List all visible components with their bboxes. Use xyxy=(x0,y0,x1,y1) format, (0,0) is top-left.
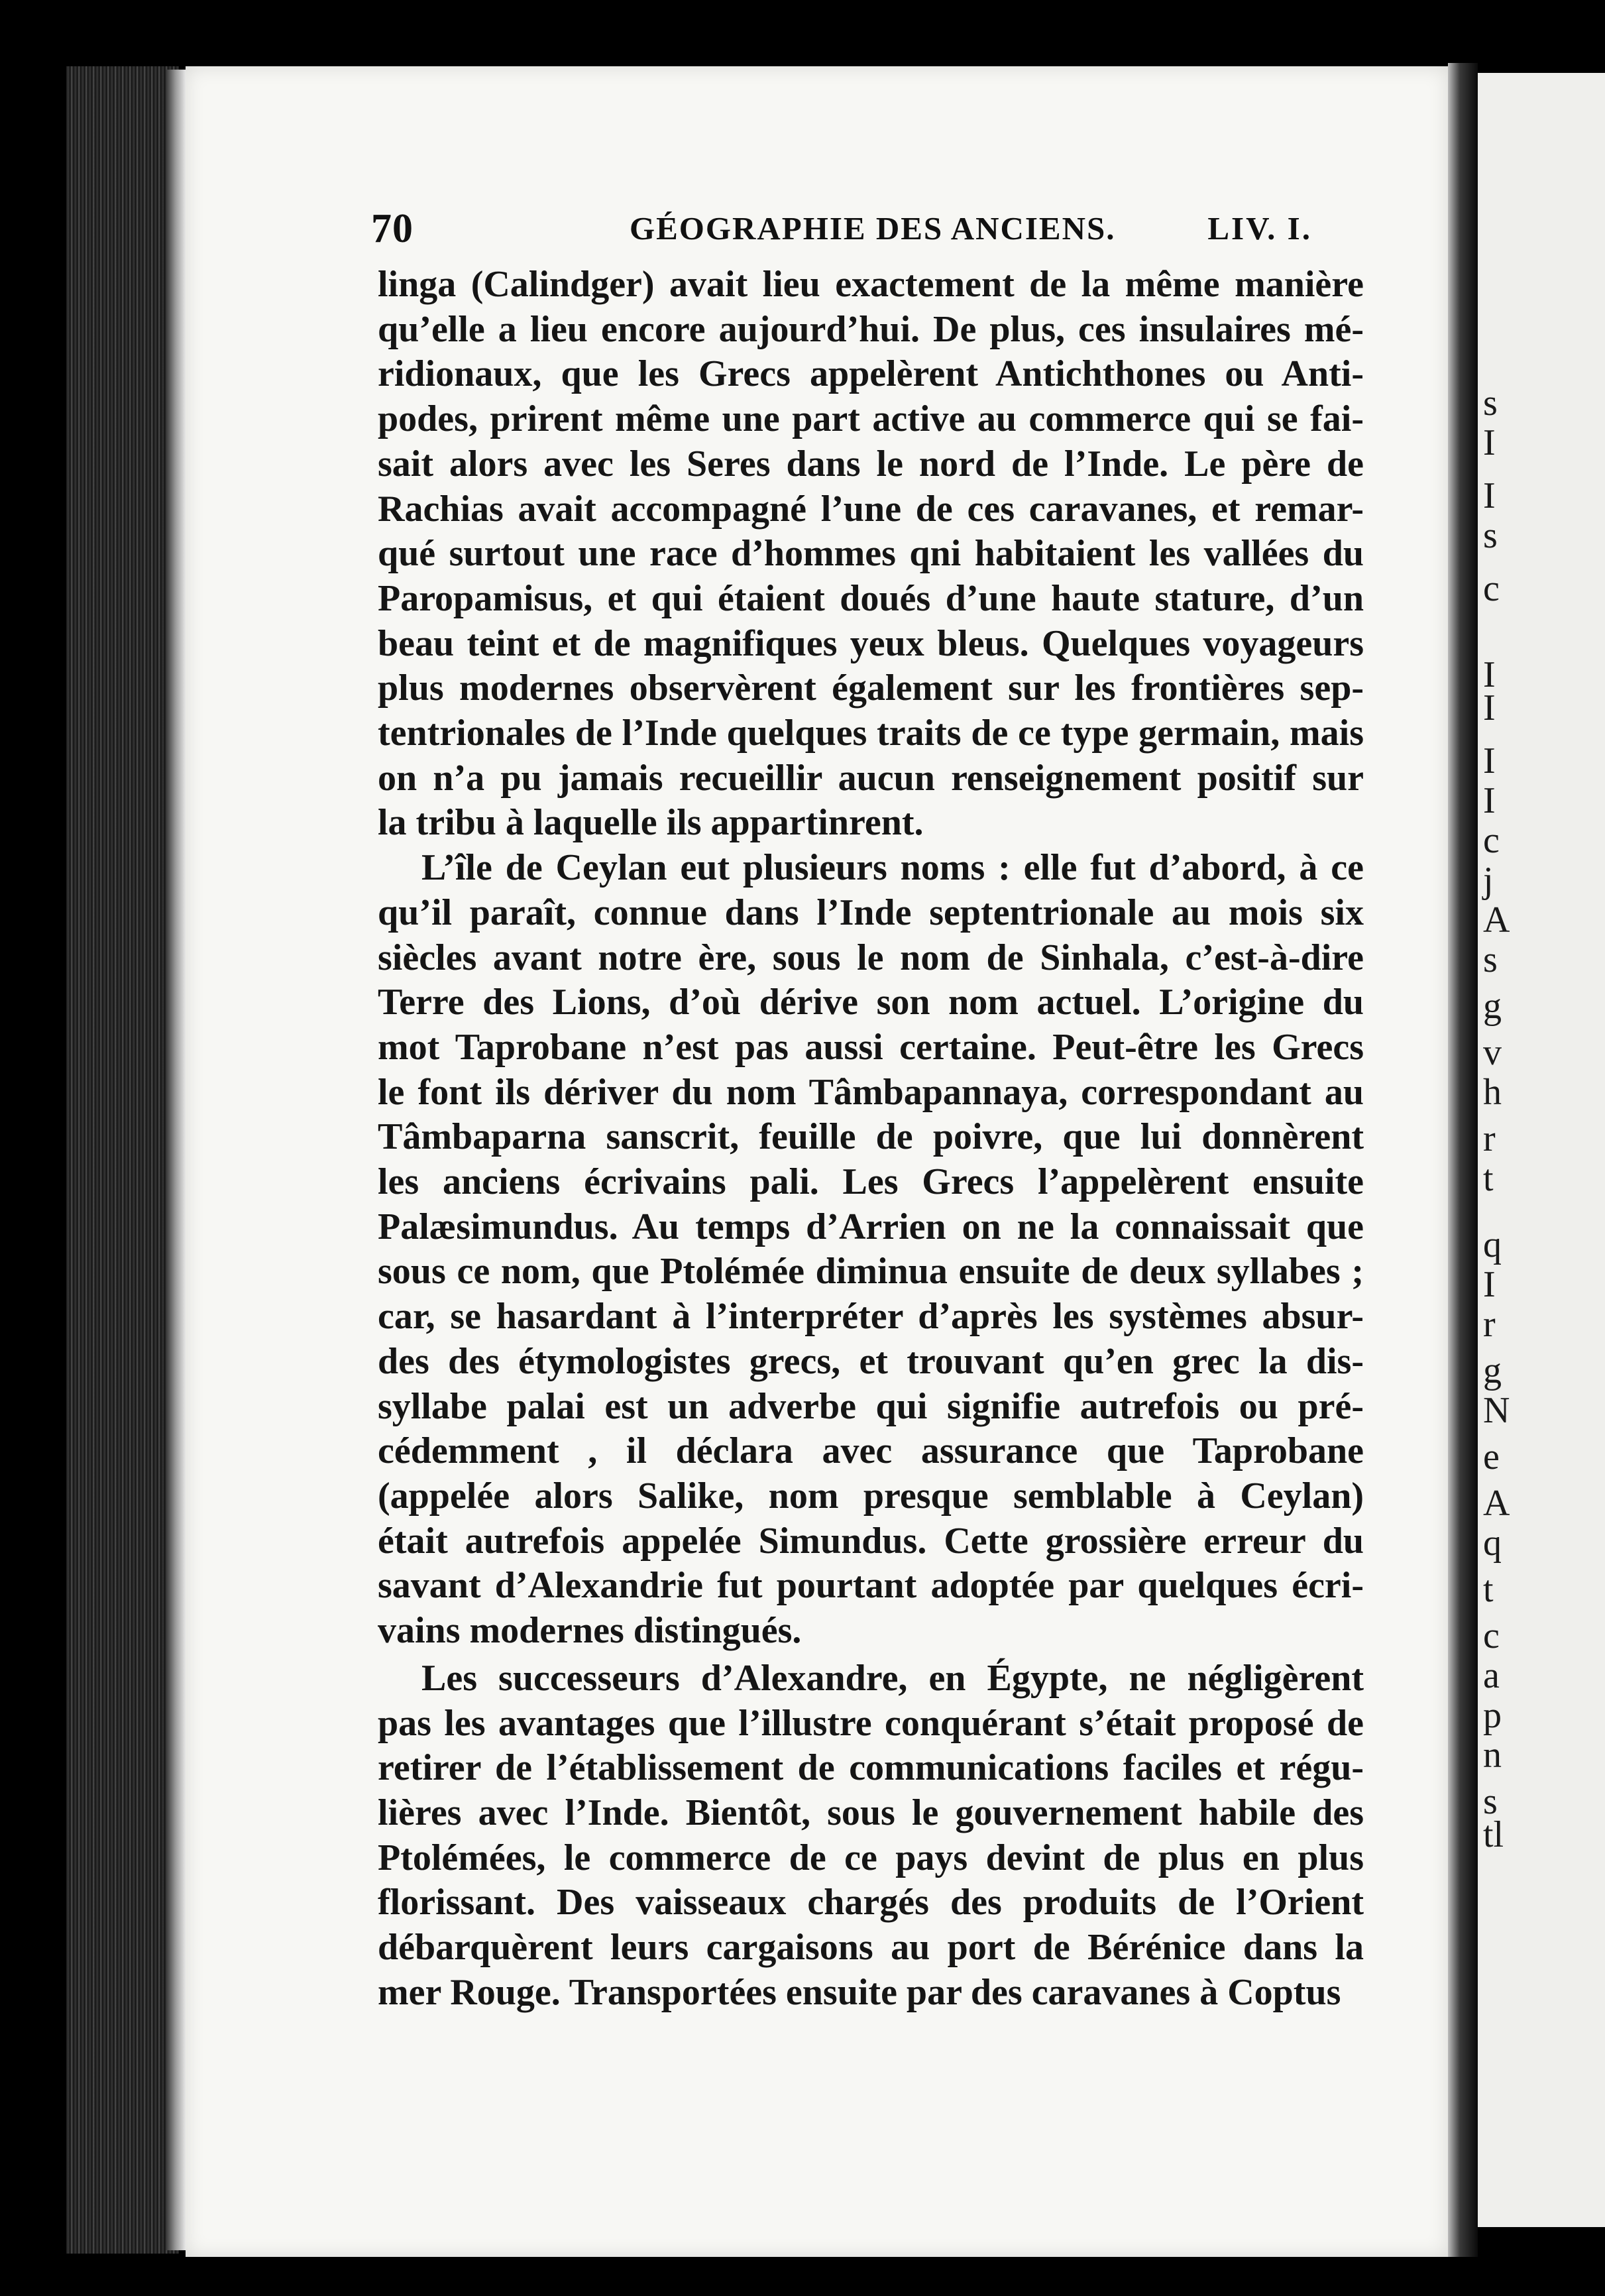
text-line: plus modernes observèrent également sur les frontières sep- xyxy=(378,667,1364,709)
text-line: on n’a pu jamais recueillir aucun renseignement positif sur xyxy=(378,757,1364,799)
facing-page-letter: s xyxy=(1483,939,1498,980)
text-line: Rachias avait accompagné l’une de ces caravanes, et remar- xyxy=(378,488,1364,530)
page-stack-edge xyxy=(66,66,179,2254)
facing-page-letter: c xyxy=(1483,568,1500,609)
text-line: Ptolémées, le commerce de ce pays devint de plus en plus xyxy=(378,1837,1364,1878)
text-line: car, se hasardant à l’interpréter d’après les systèmes absur- xyxy=(378,1296,1364,1338)
text-line: sous ce nom, que Ptolémée diminua ensuite de deux syllabes ; xyxy=(378,1251,1364,1292)
facing-page-letter: g xyxy=(1483,986,1502,1027)
facing-page-letter: s xyxy=(1483,382,1498,424)
facing-page-letter: tl xyxy=(1483,1814,1504,1855)
text-line: la tribu à laquelle ils appartinrent. xyxy=(378,802,924,844)
facing-page-letter: c xyxy=(1483,820,1500,861)
facing-page-letter: h xyxy=(1483,1072,1502,1113)
facing-page-letter: I xyxy=(1483,654,1496,695)
text-line: syllabe palai est un adverbe qui signifie autrefois ou pré- xyxy=(378,1385,1364,1427)
facing-page-letter: r xyxy=(1483,1304,1496,1345)
facing-page-letter: c xyxy=(1483,1615,1500,1656)
facing-page-letter: p xyxy=(1483,1695,1502,1736)
facing-page-fragment xyxy=(1478,73,1605,2227)
running-title: GÉOGRAPHIE DES ANCIENS. xyxy=(630,210,1116,247)
facing-page-letter: t xyxy=(1483,1158,1494,1199)
facing-page-letter: a xyxy=(1483,1655,1500,1696)
text-line: podes, prirent même une part active au commerce qui se fai- xyxy=(378,398,1364,440)
text-line: sait alors avec les Seres dans le nord de l’Inde. Le père de xyxy=(378,443,1364,485)
facing-page-letter: n xyxy=(1483,1735,1502,1776)
paragraph xyxy=(378,1656,1364,2016)
text-line: beau teint et de magnifiques yeux bleus. Quelques voyageurs xyxy=(378,622,1364,664)
text-line: qu’il paraît, connue dans l’Inde septentrionale au mois six xyxy=(378,891,1364,933)
facing-page-letter: I xyxy=(1483,475,1496,516)
text-line: des des étymologistes grecs, et trouvant qu’en grec la dis- xyxy=(378,1340,1364,1382)
facing-page-letter: I xyxy=(1483,687,1496,728)
facing-page-letter: I xyxy=(1483,780,1496,821)
facing-page-letter: s xyxy=(1483,1781,1498,1822)
text-line: était autrefois appelée Simundus. Cette grossière erreur du xyxy=(378,1520,1364,1562)
page-header xyxy=(371,205,1312,252)
binding-shadow xyxy=(166,70,186,2250)
facing-page-letter: N xyxy=(1483,1390,1510,1431)
facing-page-letter: q xyxy=(1483,1224,1502,1265)
paragraph xyxy=(378,846,1364,1654)
text-line: savant d’Alexandrie fut pourtant adoptée par quelques écri- xyxy=(378,1565,1364,1607)
book-gutter xyxy=(1448,63,1478,2257)
facing-page-letter: A xyxy=(1483,899,1510,941)
text-line: ridionaux, que les Grecs appelèrent Antichthones ou Anti- xyxy=(378,353,1364,395)
text-line: les anciens écrivains pali. Les Grecs l’appelèrent ensuite xyxy=(378,1161,1364,1203)
text-line: Tâmbaparna sanscrit, feuille de poivre, que lui donnèrent xyxy=(378,1116,1364,1158)
paragraph xyxy=(378,262,1364,846)
text-line: florissant. Des vaisseaux chargés des produits de l’Orient xyxy=(378,1882,1364,1923)
facing-page-letter: j xyxy=(1483,860,1494,901)
facing-page-letter: A xyxy=(1483,1483,1510,1524)
text-line: siècles avant notre ère, sous le nom de Sinhala, c’est-à-dire xyxy=(378,937,1364,978)
text-line: Palæsimundus. Au temps d’Arrien on ne la connaissait que xyxy=(378,1206,1364,1247)
book-label: LIV. I. xyxy=(1207,210,1312,247)
text-line: pas les avantages que l’illustre conquérant s’était proposé de xyxy=(378,1702,1364,1744)
text-line: vains modernes distingués. xyxy=(378,1610,802,1652)
facing-page-letter: q xyxy=(1483,1522,1502,1564)
text-line: retirer de l’établissement de communications faciles et régu- xyxy=(378,1747,1364,1789)
facing-page-letter: s xyxy=(1483,515,1498,556)
text-line: Terre des Lions, d’où dérive son nom actuel. L’origine du xyxy=(378,982,1364,1023)
facing-page-letter: t xyxy=(1483,1569,1494,1610)
text-line: Les successeurs d’Alexandre, en Égypte, ne négligèrent xyxy=(421,1657,1364,1699)
text-line: mot Taprobane n’est pas aussi certaine. Peut-être les Grecs xyxy=(378,1026,1364,1068)
facing-page-letter: r xyxy=(1483,1118,1496,1159)
text-line: mer Rouge. Transportées ensuite par des caravanes à Coptus xyxy=(378,1971,1341,2013)
text-line: qu’elle a lieu encore aujourd’hui. De plus, ces insulaires mé- xyxy=(378,308,1364,350)
text-line: lières avec l’Inde. Bientôt, sous le gouvernement habile des xyxy=(378,1792,1364,1833)
text-line: qué surtout une race d’hommes qni habitaient les vallées du xyxy=(378,533,1364,575)
text-line: tentrionales de l’Inde quelques traits de ce type germain, mais xyxy=(378,713,1364,754)
text-line: le font ils dériver du nom Tâmbapannaya, correspondant au xyxy=(378,1071,1364,1113)
facing-page-letter: I xyxy=(1483,740,1496,781)
text-line: L’île de Ceylan eut plusieurs noms : elle fut d’abord, à ce xyxy=(421,847,1364,889)
facing-page-letter: v xyxy=(1483,1032,1502,1073)
text-line: linga (Calindger) avait lieu exactement de la même manière xyxy=(378,264,1364,305)
text-line: cédemment , il déclara avec assurance que Taprobane xyxy=(378,1430,1364,1472)
body-text xyxy=(378,262,1364,2015)
text-line: (appelée alors Salike, nom presque semblable à Ceylan) xyxy=(378,1475,1364,1517)
facing-page-letter: I xyxy=(1483,422,1496,463)
facing-page-letter: g xyxy=(1483,1350,1502,1391)
facing-page-letter: e xyxy=(1483,1436,1500,1477)
page-number: 70 xyxy=(371,206,414,251)
facing-page-letter: I xyxy=(1483,1264,1496,1305)
text-line: débarquèrent leurs cargaisons au port de Bérénice dans la xyxy=(378,1927,1364,1969)
text-line: Paropamisus, et qui étaient doués d’une haute stature, d’un xyxy=(378,577,1364,619)
